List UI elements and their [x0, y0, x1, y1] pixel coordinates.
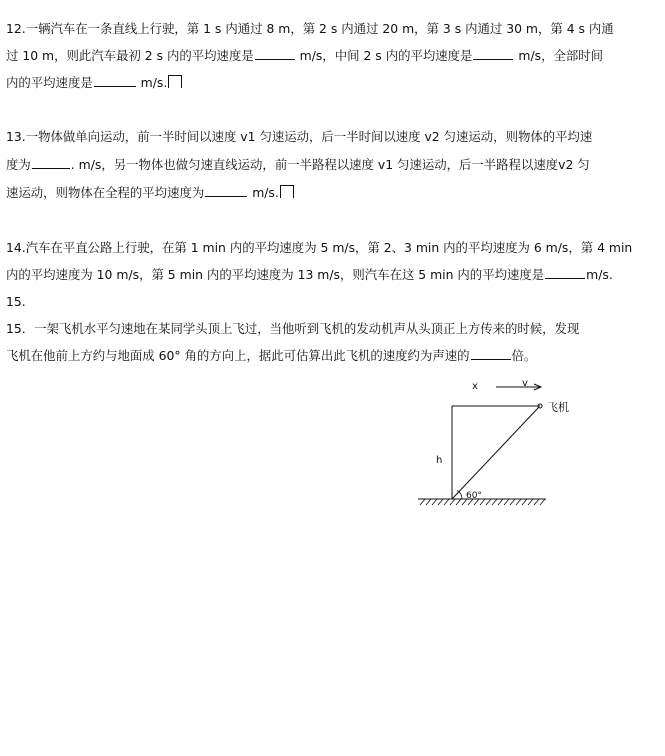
- q14-text3: 15.: [6, 294, 26, 309]
- q13-blank-1[interactable]: [32, 156, 70, 169]
- label-v: v: [522, 378, 528, 389]
- q12-text1: 12.一辆汽车在一条直线上行驶，第 1 s 内通过 8 m，第 2 s 内通过 20 m，第 3 s 内通过 30 m，第 4 s 内通: [6, 21, 614, 36]
- q12-text3b: m/s.: [136, 75, 168, 90]
- q12-mark-box: [168, 75, 182, 88]
- q13-text3a: 速运动，则物体在全程的平均速度为: [6, 185, 205, 200]
- q14-line1: [6, 236, 632, 260]
- q14-line3: [6, 290, 26, 314]
- q12-line3: [6, 71, 182, 95]
- q15-line1: [6, 317, 579, 341]
- q12-text3a: 内的平均速度是: [6, 75, 93, 90]
- q14-line2: [6, 263, 613, 287]
- q12-text2b: m/s，中间 2 s 内的平均速度是: [295, 48, 473, 63]
- q14-blank-1[interactable]: [545, 266, 585, 279]
- q13-mark-box: [280, 185, 294, 198]
- q12-blank-1[interactable]: [255, 47, 295, 60]
- q13-line3: [6, 181, 294, 205]
- q13-text2a: 度为: [6, 157, 31, 172]
- q15-text2b: 倍。: [511, 348, 537, 363]
- q14-text2a: 内的平均速度为 10 m/s，第 5 min 内的平均速度为 13 m/s，则汽车在这 5 min 内的平均速度是: [6, 267, 545, 282]
- q13-blank-2[interactable]: [205, 184, 247, 197]
- q15-line2: [6, 344, 536, 368]
- label-plane: 飞机: [547, 401, 569, 414]
- label-h: h: [436, 455, 443, 466]
- q14-text2b: m/s.: [586, 267, 613, 282]
- ground-hatching: [420, 499, 545, 505]
- q13-line2: [6, 153, 590, 177]
- q13-line1: [6, 125, 592, 149]
- q14-text1: 14.汽车在平直公路上行驶，在第 1 min 内的平均速度为 5 m/s，第 2、3 min 内的平均速度为 6 m/s，第 4 min: [6, 240, 633, 255]
- q13-text2b: . m/s，另一物体也做匀速直线运动，前一半路程以速度 v1 匀速运动，后一半路程以速度v2 匀: [70, 157, 590, 172]
- q12-blank-2[interactable]: [473, 47, 513, 60]
- q15-blank-1[interactable]: [471, 347, 511, 360]
- label-x: x: [472, 381, 478, 392]
- q13-text1: 13.一物体做单向运动，前一半时间以速度 v1 匀速运动，后一半时间以速度 v2 匀速运动，则物体的平均速: [6, 129, 593, 144]
- q12-text2a: 过 10 m，则此汽车最初 2 s 内的平均速度是: [6, 48, 254, 63]
- q15-text1: 15．一架飞机水平匀速地在某同学头顶上飞过，当他听到飞机的发动机声从头顶正上方传来的时候，发现: [6, 321, 580, 336]
- q12-text2c: m/s，全部时间: [514, 48, 604, 63]
- q12-line2: [6, 44, 603, 68]
- q13-text3b: m/s.: [248, 185, 279, 200]
- label-angle: 60°: [466, 491, 482, 501]
- q12-blank-3[interactable]: [94, 74, 136, 87]
- q15-text2a: 飞机在他前上方约与地面成 60° 角的方向上，据此可估算出此飞机的速度约为声速的: [6, 348, 470, 363]
- plane-figure: [410, 375, 590, 510]
- q12-line1: [6, 17, 614, 41]
- figure-hypotenuse-line: [452, 407, 539, 499]
